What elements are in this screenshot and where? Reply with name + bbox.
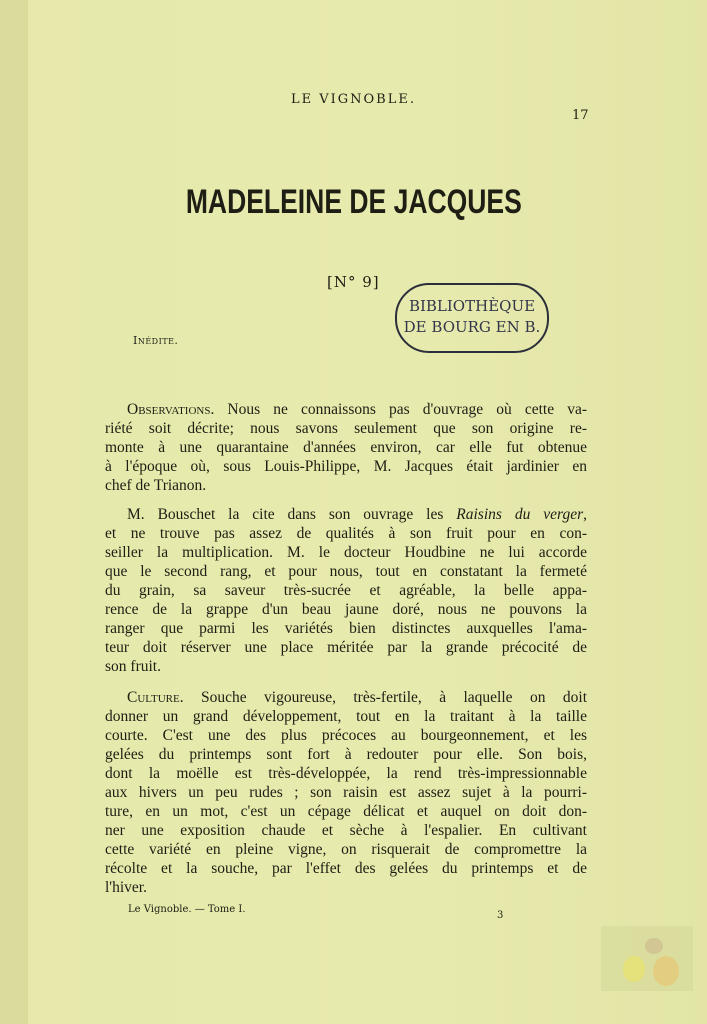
running-title: LE VIGNOBLE.: [290, 92, 416, 107]
text-line: récolte et la souche, par l'effet des gelées du printemps et de: [105, 860, 587, 877]
text-line: courte. C'est une des plus précoces au bourgeonnement, et les: [105, 727, 587, 744]
stamp-line-2: DE BOURG EN B.: [403, 318, 541, 336]
text-line: à l'époque où, sous Louis-Philippe, M. Jacques était jardinier en: [105, 458, 587, 475]
text-run: Nous ne connaissons pas d'ouvrage où cette va-: [214, 401, 587, 418]
bleed-through-image: [601, 926, 693, 991]
text-line: rence de la grappe d'un beau jaune doré, nous ne pouvons la: [105, 601, 587, 618]
text-run: ,: [583, 506, 588, 523]
page-number: 17: [572, 108, 589, 123]
text-line: aux hivers un peu rudes ; son raisin est assez sujet à la pourri-: [105, 784, 587, 801]
culture-paragraph: [105, 688, 587, 897]
text-run: Souche vigoureuse, très-fertile, à laquelle on doit: [183, 689, 587, 706]
ghost-fruit-shape: [623, 956, 645, 982]
status-label: Inédite.: [133, 334, 179, 347]
library-stamp: [395, 283, 549, 353]
section-lead: Culture.: [127, 689, 184, 706]
text-line: son fruit.: [105, 658, 161, 675]
book-title: Raisins du verger: [456, 506, 584, 523]
text-line: l'hiver.: [105, 879, 147, 896]
text-line: monte à une quarantaine d'années environ, car elle fut obtenue: [105, 439, 587, 456]
observations-paragraph: [105, 400, 587, 495]
text-line: gelées du printemps sont fort à redouter pour elle. Son bois,: [105, 746, 587, 763]
text-line: [105, 400, 587, 419]
text-line: [105, 505, 587, 524]
text-line: que le second rang, et pour nous, tout en constatant la fermeté: [105, 563, 587, 580]
text-line: et ne trouve pas assez de qualités à son fruit pour en con-: [105, 525, 587, 542]
page-title: MADELEINE DE JACQUES: [185, 183, 522, 221]
section-lead: Observations.: [127, 401, 215, 418]
bouschet-paragraph: [105, 505, 587, 676]
signature-mark: 3: [497, 910, 504, 921]
text-line: ranger que parmi les variétés bien distinctes auxquelles l'ama-: [105, 620, 587, 637]
stamp-line-1: BIBLIOTHÈQUE: [408, 297, 536, 315]
text-line: [105, 688, 587, 707]
entry-number: [N° 9]: [327, 273, 380, 291]
text-line: ture, en un mot, c'est un cépage délicat et auquel on doit don-: [105, 803, 587, 820]
text-line: ner une exposition chaude et sèche à l'espalier. En cultivant: [105, 822, 587, 839]
text-line: chef de Trianon.: [105, 477, 207, 494]
ghost-fruit-shape: [645, 938, 663, 954]
text-line: du grain, sa saveur très-sucrée et agréable, la belle appa-: [105, 582, 587, 599]
page-edge: [0, 0, 28, 1024]
text-line: cette variété en pleine vigne, on risquerait de compromettre la: [105, 841, 587, 858]
ghost-fruit-shape: [653, 956, 679, 986]
volume-footer: Le Vignoble. — Tome I.: [128, 904, 246, 915]
text-line: teur doit réserver une place méritée par la grande précocité de: [105, 639, 587, 656]
text-line: seiller la multiplication. M. le docteur Houdbine ne lui accorde: [105, 544, 587, 561]
text-line: donner un grand développement, tout en la traitant à la taille: [105, 708, 587, 725]
text-line: dont la moëlle est très-développée, la rend très-impressionnable: [105, 765, 587, 782]
text-line: riété soit décrite; nous savons seulement que son origine re-: [105, 420, 587, 437]
text-run: M. Bouschet la cite dans son ouvrage les: [127, 506, 457, 523]
